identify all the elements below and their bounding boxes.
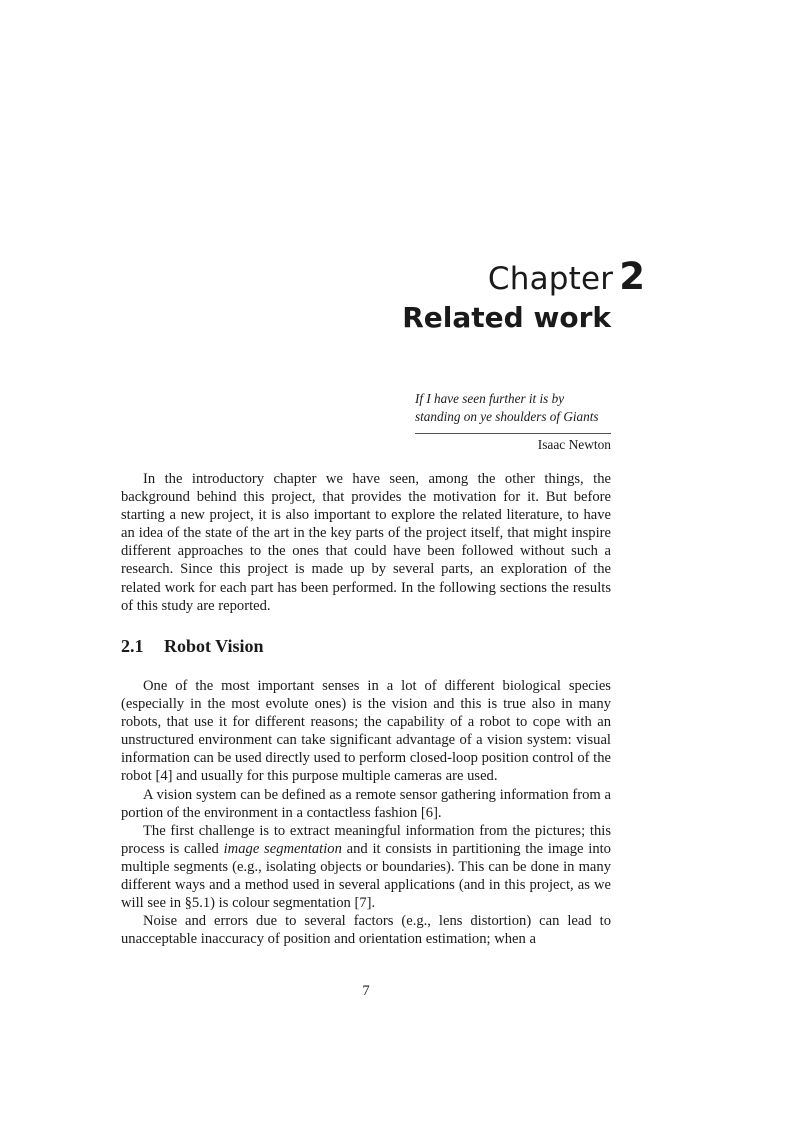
paragraph: One of the most important senses in a lot of different biological species (especially in the most evolute ones) is the vision and this is true also in many robots, that use it for different reasons; the capability of a robot to cope with an unstructured environment can take significant advantage of a vision system: visual information can be used directly used to perform closed-loop position control of the robot [4] and usually for this purpose multiple cameras are used. <box>121 678 611 785</box>
emphasized-term: image segmentation <box>223 840 342 857</box>
section-number: 2.1 <box>121 636 144 656</box>
text-run: and it consists in partitioning the image into multiple segments (e.g., isolating objects or boundaries). This can be done in many different ways and a method used in several applications (and in this project, as we will see in §5.1) is colour segmentation [7]. <box>121 840 611 912</box>
chapter-number: 2 <box>619 255 645 298</box>
epigraph-quote <box>415 390 611 425</box>
paragraph: Noise and errors due to several factors (e.g., lens distortion) can lead to unacceptable inaccuracy of position and orientation estimation; when a <box>121 913 611 948</box>
section-heading <box>121 634 264 658</box>
chapter-label: Chapter <box>487 261 614 297</box>
intro-section <box>121 470 611 615</box>
section-body <box>121 677 611 948</box>
paragraph: A vision system can be defined as a remote sensor gathering information from a portion of the environment in a contactless fashion [6]. <box>121 786 611 821</box>
epigraph-line: standing on ye shoulders of Giants <box>415 408 599 424</box>
epigraph <box>415 390 611 454</box>
epigraph-line: If I have seen further it is by <box>415 391 565 406</box>
page-number: 7 <box>362 983 370 999</box>
epigraph-author: Isaac Newton <box>537 437 611 452</box>
epigraph-divider <box>415 433 611 434</box>
chapter-heading <box>121 255 645 301</box>
paragraph <box>121 822 611 912</box>
chapter-title: Related work <box>402 301 611 334</box>
intro-paragraph: In the introductory chapter we have seen, among the other things, the background behind this project, that provides the motivation for it. But before starting a new project, it is also important to explore the related literature, to have an idea of the state of the art in the key parts of the project itself, that might inspire different approaches to the ones that could have been followed without such a research. Since this project is made up by several parts, an exploration of the related work for each part has been performed. In the following sections the results of this study are reported. <box>121 471 611 614</box>
section-title: Robot Vision <box>164 636 264 656</box>
text-run: The first challenge is to extract meaningful information from the pictures; this process is called <box>121 822 611 857</box>
